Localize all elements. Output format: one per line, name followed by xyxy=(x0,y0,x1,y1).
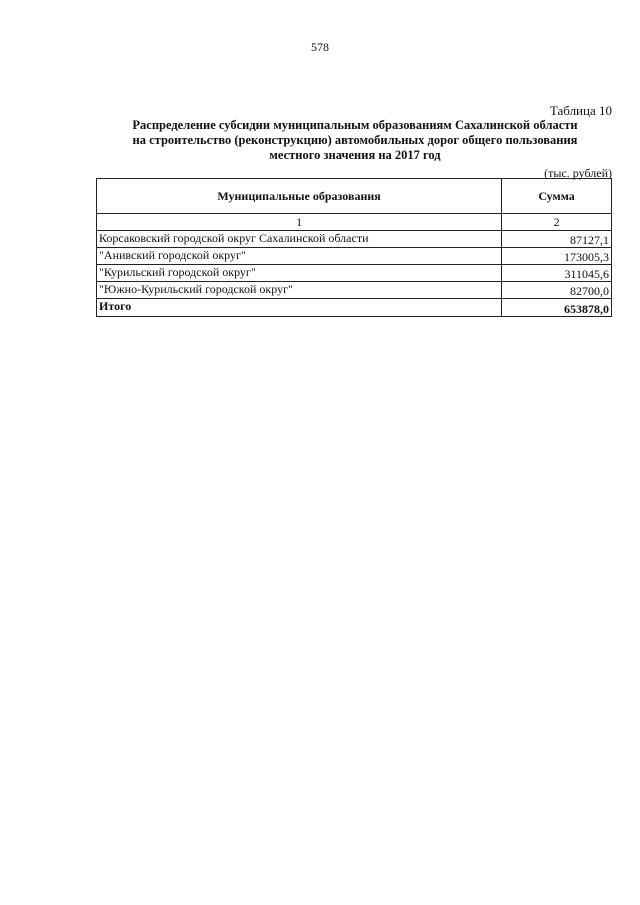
total-row xyxy=(97,299,612,317)
municipality-name: "Курильский городской округ" xyxy=(97,265,502,282)
sum-value: 82700,0 xyxy=(502,282,612,299)
column-number-row xyxy=(97,214,612,231)
municipality-name: "Южно-Курильский городской округ" xyxy=(97,282,502,299)
header-sum: Сумма xyxy=(502,179,612,214)
sum-value: 87127,1 xyxy=(502,231,612,248)
document-title xyxy=(100,118,610,163)
column-number-1: 1 xyxy=(97,214,502,231)
table-label: Таблица 10 xyxy=(549,103,612,118)
subsidy-table xyxy=(96,178,612,317)
municipality-name: "Анивский городской округ" xyxy=(97,248,502,265)
total-label: Итого xyxy=(97,299,502,317)
header-municipalities: Муниципальные образования xyxy=(97,179,502,214)
title-line-1: Распределение субсидии муниципальным образованиям Сахалинской области xyxy=(132,118,578,132)
title-line-2: на строительство (реконструкцию) автомобильных дорог общего пользования xyxy=(132,133,578,147)
table-row xyxy=(97,282,612,299)
table-row xyxy=(97,265,612,282)
table-row xyxy=(97,248,612,265)
sum-value: 311045,6 xyxy=(502,265,612,282)
title-line-3: местного значения на 2017 год xyxy=(269,148,441,162)
units-label: (тыс. рублей) xyxy=(544,166,612,180)
total-sum: 653878,0 xyxy=(502,299,612,317)
table-row xyxy=(97,231,612,248)
table-header-row xyxy=(97,179,612,214)
sum-value: 173005,3 xyxy=(502,248,612,265)
column-number-2: 2 xyxy=(502,214,612,231)
municipality-name: Корсаковский городской округ Сахалинской области xyxy=(97,231,502,248)
page-number: 578 xyxy=(311,40,329,54)
